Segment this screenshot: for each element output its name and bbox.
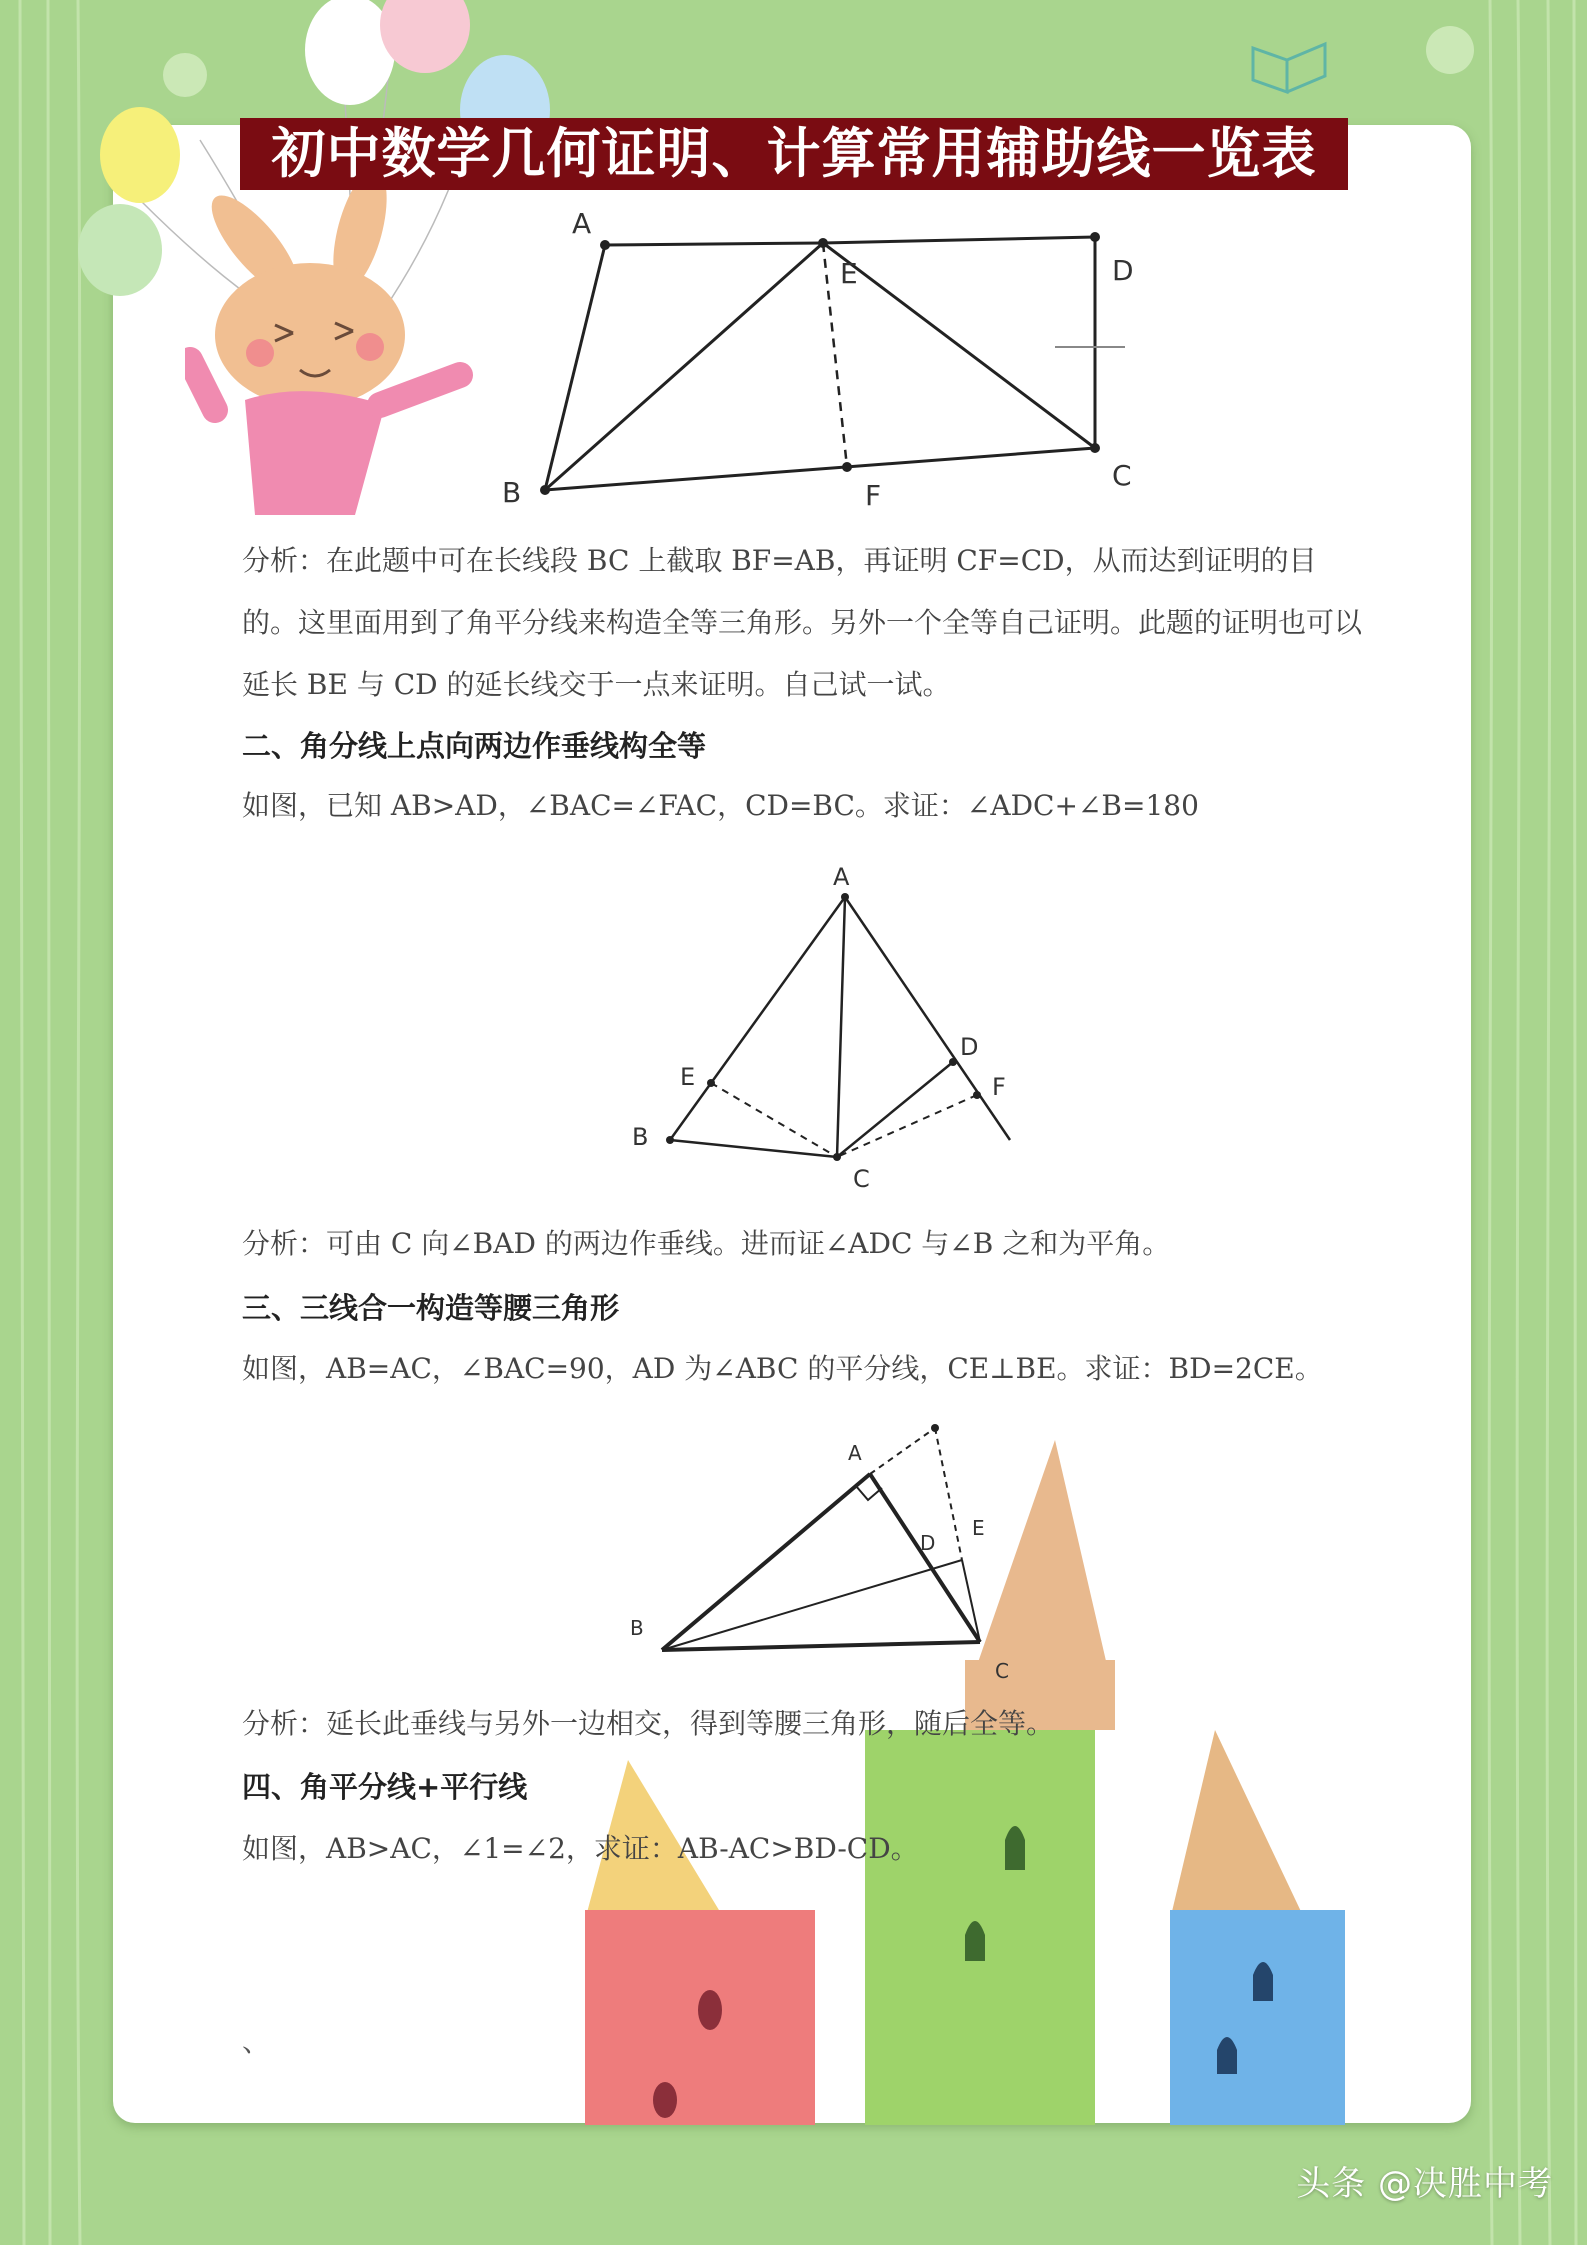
section-4-problem: 如图，AB>AC，∠1=∠2，求证：AB-AC>BD-CD。 [242,1832,919,1865]
label-c: C [1112,459,1132,492]
figure-2-triangle [620,855,1020,1195]
segment-ed [823,237,1095,243]
figure-1-quadrilateral [500,205,1160,515]
section-2-heading: 二、角分线上点向两边作垂线构全等 [242,729,707,763]
fig2-label-e: E [680,1063,696,1091]
book-icon [1245,30,1335,100]
section-3-problem: 如图，AB=AC，∠BAC=90，AD 为∠ABC 的平分线，CE⊥BE。求证：BD=2CE。 [242,1352,1323,1385]
section-4-heading: 四、角平分线+平行线 [242,1770,528,1804]
section-2-analysis: 分析：可由 C 向∠BAD 的两边作垂线。进而证∠ADC 与∠B 之和为平角。 [242,1227,1171,1260]
segment-bc [545,448,1095,490]
footer-watermark: 头条 @决胜中考 [1296,2164,1553,2204]
fig2-label-a: A [833,863,850,891]
label-a: A [572,207,592,240]
label-b: B [502,476,522,509]
fig2-label-c: C [853,1165,870,1193]
segment-ab [545,245,605,490]
section-2-problem: 如图，已知 AB>AD，∠BAC=∠FAC，CD=BC。求证：∠ADC+∠B=180 [242,789,1199,822]
label-e: E [840,257,858,290]
fig2-label-b: B [632,1123,649,1151]
label-d: D [1112,254,1134,287]
segment-ec [823,243,1095,448]
segment-ae [605,243,823,245]
label-f: F [865,479,882,512]
section-3-heading: 三、三线合一构造等腰三角形 [242,1291,620,1325]
figure-3-right-triangle [620,1410,1010,1680]
fig3-label-b: B [630,1616,644,1640]
segment-be [545,243,823,490]
page-title: 初中数学几何证明、计算常用辅助线一览表 [240,118,1348,190]
stray-mark: 、 [242,2025,271,2058]
fig3-label-c: C [995,1659,1009,1680]
section-3-analysis: 分析：延长此垂线与另外一边相交，得到等腰三角形，随后全等。 [242,1707,1055,1740]
rabbit-illustration [185,185,505,525]
fig3-label-d: D [920,1531,936,1555]
analysis-1: 分析：在此题中可在长线段 BC 上截取 BF=AB，再证明 CF=CD，从而达到证明的目的。这里面用到了角平分线来构造全等三角形。另外一个全等自己证明。此题的证明也可以延长 BE 与 CD 的延长线交于一点来证明。自己试一试。 [242,544,1363,701]
fig2-label-f: F [992,1073,1006,1101]
fig2-label-d: D [960,1033,979,1061]
fig3-label-a: A [848,1441,862,1465]
fig3-label-e: E [972,1516,985,1540]
